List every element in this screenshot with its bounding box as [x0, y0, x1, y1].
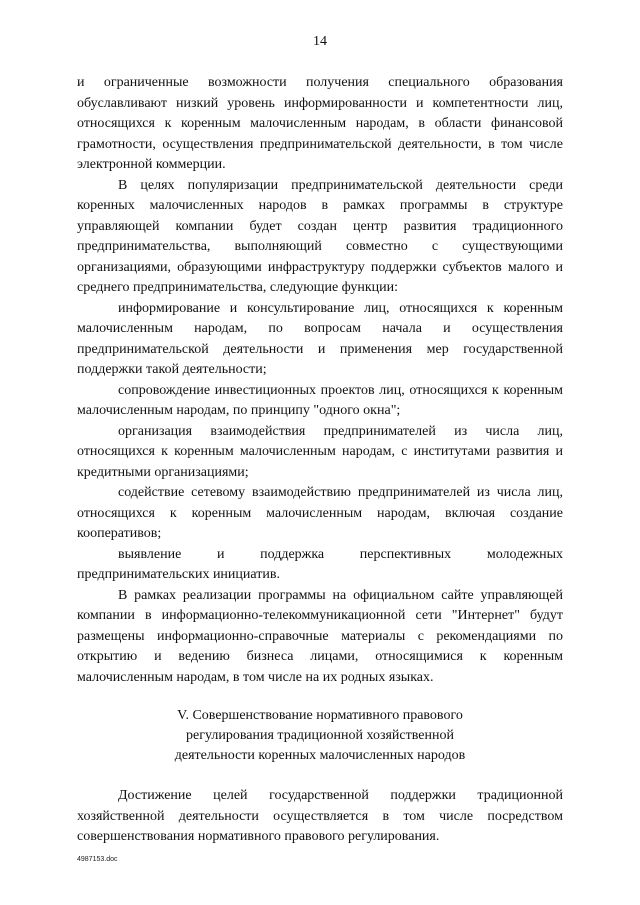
function-item-investment-support: сопровождение инвестиционных проектов лиц, относящихся к коренным малочисленным народам, по принципу "одного окна";: [77, 382, 563, 418]
section-heading-line-2: регулирования традиционной хозяйственной: [186, 728, 454, 743]
section-heading: [77, 706, 563, 766]
function-item-networking: содействие сетевому взаимодействию предпринимателей из числа лиц, относящихся к коренным малочисленным народам, включая создание кооперативов;: [77, 485, 563, 541]
paragraph-center-development: В целях популяризации предпринимательской деятельности среди коренных малочисленных народов в рамках программы в структуре управляющей компании будет создан центр развития традиционного предпринимательства, выполняющий совместно с существующими организациями, образующими инфраструктуру поддержки субъектов малого и среднего предпринимательства, следующие функции:: [77, 177, 563, 295]
document-body: [77, 73, 563, 848]
paragraph-final: Достижение целей государственной поддержки традиционной хозяйственной деятельности осуществляется в том числе посредством совершенствования нормативного правового регулирования.: [77, 788, 563, 844]
paragraph-continuation: и ограниченные возможности получения специального образования обуславливают низкий уровень информированности и компетентности лиц, относящихся к коренным малочисленным народам, в области финансовой грамотности, осуществления предпринимательской деятельности, в том числе электронной коммерции.: [77, 75, 563, 172]
function-item-informing: информирование и консультирование лиц, относящихся к коренным малочисленным народам, по вопросам начала и осуществления предпринимательской деятельности и применения мер государственной поддержки такой деятельности;: [77, 300, 563, 377]
document-file-code: 4987153.doc: [77, 856, 118, 863]
function-item-youth-initiatives: выявление и поддержка перспективных молодежных предпринимательских инициатив.: [77, 546, 563, 582]
section-heading-line-3: деятельности коренных малочисленных народов: [174, 748, 466, 763]
function-item-interaction: организация взаимодействия предпринимателей из числа лиц, относящихся к коренным малочисленным народам, с институтами развития и кредитными организациями;: [77, 423, 563, 480]
page-number: 14: [313, 34, 327, 49]
paragraph-internet-materials: В рамках реализации программы на официальном сайте управляющей компании в информационно-телекоммуникационной сети "Интернет" будут размещены информационно-справочные материалы с рекомендациями по открытию и ведению бизнеса лицами, относящимися к коренным малочисленным народам, в том числе на их родных языках.: [77, 587, 563, 685]
section-heading-line-1: V. Совершенствование нормативного правового: [177, 708, 463, 723]
